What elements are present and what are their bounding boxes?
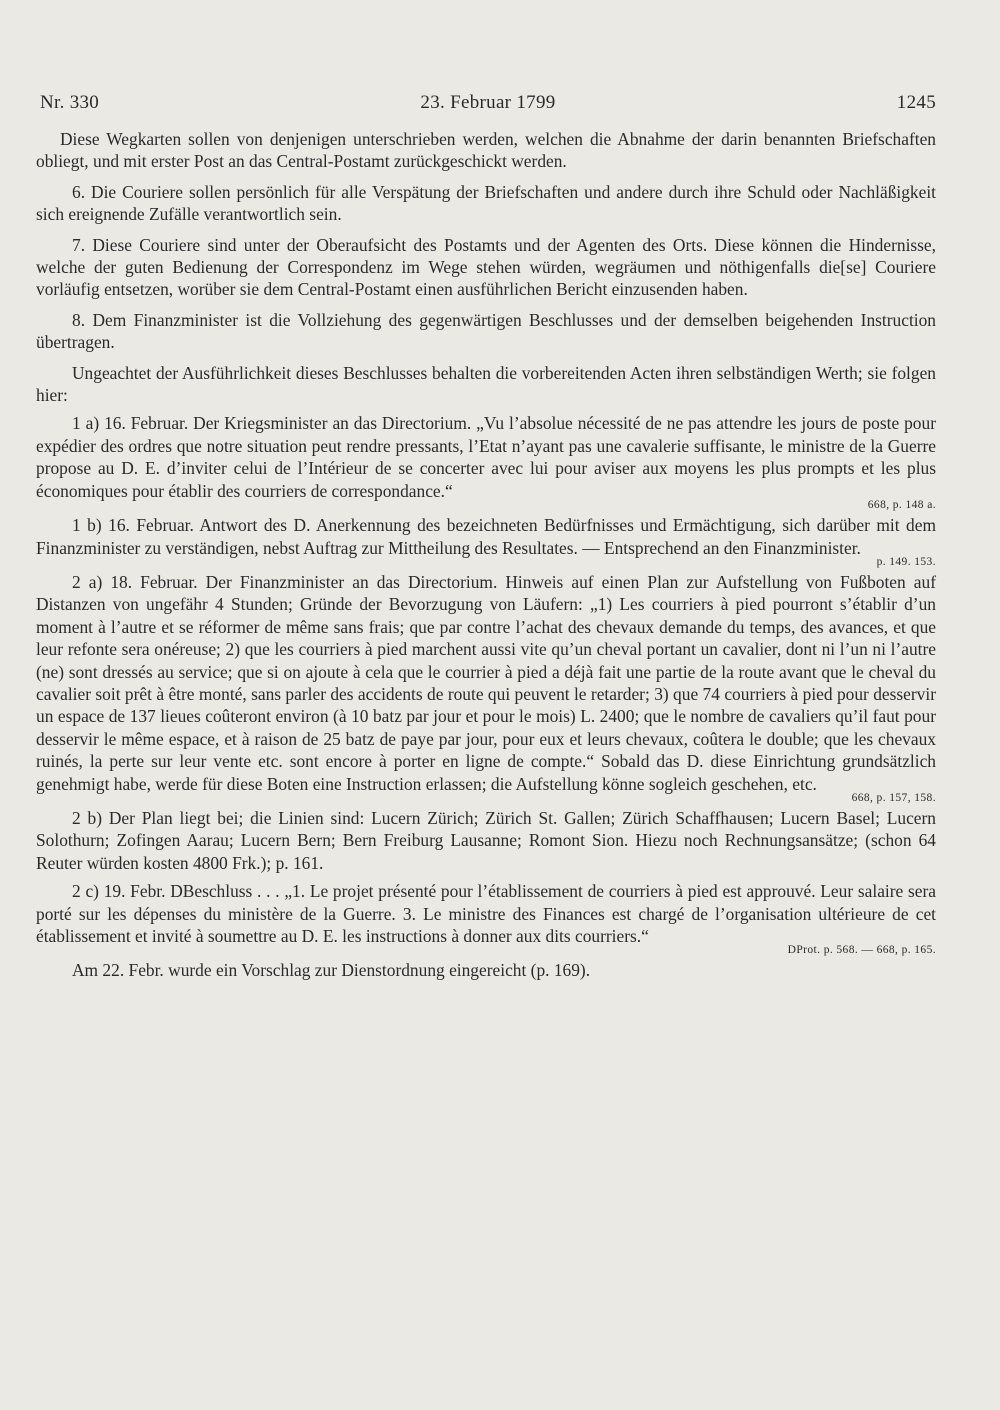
reference-1b: p. 149. 153. [876, 555, 936, 568]
reference-2a: 668, p. 157, 158. [851, 791, 936, 804]
reference-1a: 668, p. 148 a. [867, 499, 936, 512]
paragraph-1a: 1 a) 16. Februar. Der Kriegsminister an das Directorium. „Vu l’absolue nécessité de ne pas attendre les jours de poste pour expédier des ordres que notre situation peut rendre pressants, l’Etat n’ayant pas une cavalerie suffisante, le ministre de la Guerre propose au D. E. d’inviter celui de l’Intérieur de se concerter avec lui pour aviser aux moyens les plus prompts et les plus économiques pour établir des courriers de correspondance.“ [36, 413, 936, 501]
page-header [40, 92, 936, 120]
paragraph-2b: 2 b) Der Plan liegt bei; die Linien sind: Lucern Zürich; Zürich St. Gallen; Zürich Schaffhausen; Lucern Basel; Lucern Solothurn; Zofingen Aarau; Lucern Bern; Bern Freiburg Lausanne; Romont Sion. Hiezu noch Rechnungsansätze; (schon 64 Reuter würden kosten 4800 Frk.); p. 161. [36, 807, 936, 873]
header-date: 23. Februar 1799 [420, 92, 556, 113]
reference-2c: DProt. p. 568. — 668, p. 165. [787, 944, 936, 957]
paragraph-item-8: 8. Dem Finanzminister ist die Vollziehung des gegenwärtigen Beschlusses und der demselben beigehenden Instruction übertragen. [36, 309, 936, 353]
paragraph-item-6: 6. Die Couriere sollen persönlich für alle Verspätung der Briefschaften und andere durch ihre Schuld oder Nachläßigkeit sich ereignende Zufälle verantwortlich sein. [36, 181, 936, 225]
document-number: Nr. 330 [40, 92, 100, 113]
paragraph-am-22-febr: Am 22. Febr. wurde ein Vorschlag zur Dienstordnung eingereicht (p. 169). [72, 960, 591, 981]
paragraph-acten-intro: Ungeachtet der Ausführlichkeit dieses Beschlusses behalten die vorbereitenden Acten ihren selbständigen Werth; sie folgen hier: [36, 362, 936, 406]
paragraph-wegkarten: Diese Wegkarten sollen von denjenigen unterschrieben werden, welchen die Abnahme der darin benannten Briefschaften obliegt, und mit erster Post an das Central-Postamt zurückgeschickt werden. [36, 129, 936, 172]
paragraph-2c: 2 c) 19. Febr. DBeschluss . . . „1. Le projet présenté pour l’établissement de courriers à pied est approuvé. Leur salaire sera porté sur les dépenses du ministère de la Guerre. 3. Le ministre des Finances est chargé de l’organisation ultérieure de cet établissement et invité à soumettre au D. E. les instructions à donner aux dits courriers.“ [36, 881, 936, 946]
page-body [36, 128, 936, 982]
paragraph-2a: 2 a) 18. Februar. Der Finanzminister an das Directorium. Hinweis auf einen Plan zur Aufstellung von Fußboten auf Distanzen von ungefähr 4 Stunden; Gründe der Bevorzugung von Läufern: „1) Les courriers à pied pourront s’établir d’un moment à l’autre et se réformer de même sans frais; que par contre l’achat des chevaux demande du temps, des avances, et que leur refonte sera onéreuse; 2) que les courriers à pied marchent aussi vite qu’un cheval portant un cavalier, dont ni l’un ni l’autre (ne) sont dressés au service; que si on ajoute à cela que le courrier à pied a déjà fait une partie de la route avant que le cheval du cavalier soit prêt à être monté, sans parler des accidents de route qui peuvent le retarder; 3) que 74 courriers à pied pour desservir un espace de 137 lieues coûteront environ (à 10 batz par jour et pour le mois) L. 2400; que le nombre de cavaliers qu’il faut pour desservir le même espace, et à raison de 25 batz de paye par jour, pour eux et leurs chevaux, coûtera le double; que les chevaux ruinés, la perte sur leur vente etc. sont encore à porter en ligne de compte.“ Sobald das D. diese Einrichtung grundsätzlich genehmigt habe, werde für diese Boten eine Instruction erlassen; die Aufstellung könne sogleich geschehen, etc. [36, 571, 936, 794]
paragraph-item-7: 7. Diese Couriere sind unter der Oberaufsicht des Postamts und der Agenten des Orts. Diese können die Hindernisse, welche der guten Bedienung der Correspondenz im Wege stehen würden, wegräumen und nöthigenfalls die[se] Couriere vorläufig entsetzen, worüber sie dem Central-Postamt einen ausführlichen Bericht einzusenden haben. [36, 234, 936, 300]
page-number: 1245 [896, 92, 936, 113]
paragraph-1b: 1 b) 16. Februar. Antwort des D. Anerkennung des bezeichneten Bedürfnisses und Ermächtigung, sich darüber mit dem Finanzminister zu verständigen, nebst Auftrag zur Mittheilung des Resultates. — Entsprechend an den Finanzminister. [36, 515, 936, 558]
